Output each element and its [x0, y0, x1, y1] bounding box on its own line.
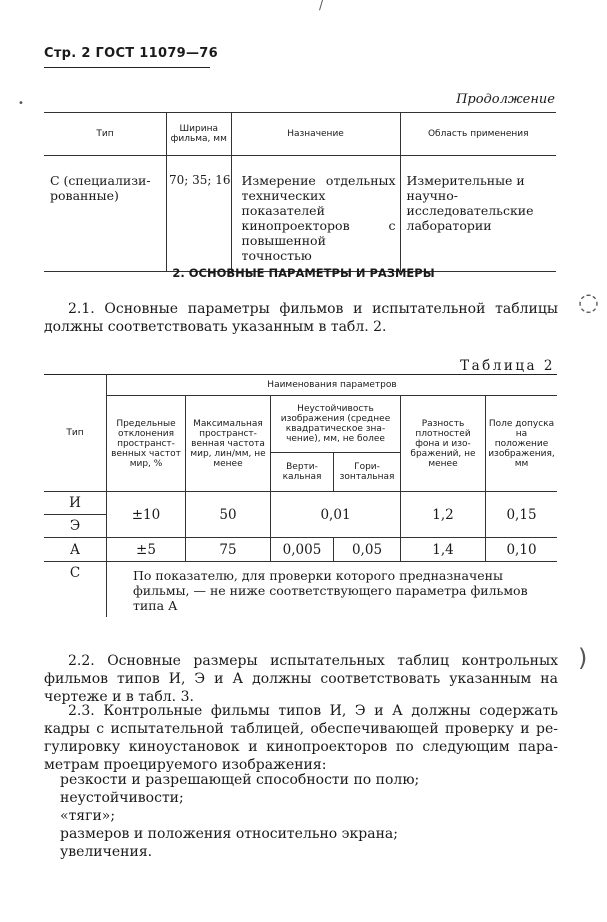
table-row — [44, 171, 556, 272]
table1-header-type: Тип — [44, 113, 167, 156]
table1-header-width: Ширина фильма, мм — [167, 113, 232, 156]
table2-header-horizontal: Горизонтальная — [334, 453, 401, 492]
table2-header-type: Тип — [44, 375, 107, 492]
table2-cell-deviation: ±5 — [107, 538, 186, 562]
list-item: резкости и разрешающей способности по полю; — [60, 772, 420, 788]
table2-cell-density: 1,2 — [401, 492, 486, 538]
table2-cell-max-freq: 50 — [186, 492, 271, 538]
table2-header-group: Наименования параметров — [107, 375, 558, 396]
section-title: 2. ОСНОВНЫЕ ПАРАМЕТРЫ И РАЗМЕРЫ — [172, 266, 435, 280]
table2-cell-max-freq: 75 — [186, 538, 271, 562]
scan-mark: ◌ — [578, 288, 599, 316]
table2-header-density: Разность плотностей фона и изображений, не менее — [401, 396, 486, 492]
list-item: «тяги»; — [60, 808, 116, 824]
table1-header-area: Область применения — [400, 113, 556, 156]
table1-cell-purpose: Измерение отдельных технических показателей кинопроекторов с повышенной точностью — [231, 171, 400, 272]
table2-cell-horizontal: 0,05 — [334, 538, 401, 562]
header-rule — [44, 67, 210, 68]
scan-mark: ) — [578, 644, 588, 672]
table2-cell-type: А — [44, 538, 107, 562]
table-row — [44, 538, 557, 562]
table2-header-vertical: Вертикальная — [271, 453, 334, 492]
list-item: увеличения. — [60, 844, 153, 860]
table2-cell-deviation: ±10 — [107, 492, 186, 538]
table-row — [44, 492, 557, 515]
table2-cell-type: Э — [44, 515, 107, 538]
paragraph-2-3: 2.3. Контрольные фильмы типов И, Э и А должны содержать кадры с испытательной таблицей, обеспечивающей проверку и регулировку киноустановок и кинопроекторов по следующим параметрам проецируемого изображения: — [44, 703, 558, 773]
table-row — [44, 562, 557, 618]
table2-cell-vertical: 0,005 — [271, 538, 334, 562]
table1-cell-width: 70; 35; 16 — [167, 171, 232, 272]
scan-mark: / — [319, 0, 324, 12]
paragraph-2-1: 2.1. Основные параметры фильмов и испытательной таблицы должны соответствовать указанным в табл. 2. — [44, 301, 558, 335]
table2-header-max-freq: Максимальная пространственная частота мир, лин/мм, не менее — [186, 396, 271, 492]
table2-header-row-1 — [44, 375, 557, 396]
table2-header-field: Поле допуска на положение изображения, мм — [486, 396, 558, 492]
table1-cell-area: Измерительные и научно-исследовательские лаборатории — [400, 171, 556, 272]
table2-header-deviation: Предельные отклонения пространственных частот мир, % — [107, 396, 186, 492]
list-item: неустойчивости; — [60, 790, 184, 806]
table-types-continued — [44, 112, 556, 272]
page-header: Стр. 2 ГОСТ 11079—76 — [44, 46, 219, 61]
table2-cell-density: 1,4 — [401, 538, 486, 562]
paragraph-2-2: 2.2. Основные размеры испытательных таблиц контрольных фильмов типов И, Э и А должны соответствовать указанным на чертеже и в табл. 3. — [44, 653, 558, 705]
table1-cell-type: С (специализированные) — [44, 171, 167, 272]
table2-header-row-2 — [44, 396, 557, 453]
table1-spacer — [44, 156, 556, 172]
table2-caption: Таблица 2 — [460, 358, 555, 374]
table2-cell-instability: 0,01 — [271, 492, 401, 538]
list-item: размеров и положения относительно экрана; — [60, 826, 398, 842]
scan-dot: • — [18, 98, 24, 109]
table1-header-row — [44, 113, 556, 156]
table-parameters — [44, 374, 557, 617]
table1-header-purpose: Назначение — [231, 113, 400, 156]
table2-cell-field: 0,15 — [486, 492, 558, 538]
continuation-label: Продолжение — [456, 92, 555, 107]
table2-cell-type: С — [44, 562, 107, 618]
table2-header-instability: Неустойчивость изображения (среднее квадратическое значение), мм, не более — [271, 396, 401, 453]
table2-cell-field: 0,10 — [486, 538, 558, 562]
table2-cell-type: И — [44, 492, 107, 515]
table2-cell-note: По показателю, для проверки которого предназначены фильмы, — не ниже соответствующего параметра фильмов типа А — [107, 562, 558, 618]
